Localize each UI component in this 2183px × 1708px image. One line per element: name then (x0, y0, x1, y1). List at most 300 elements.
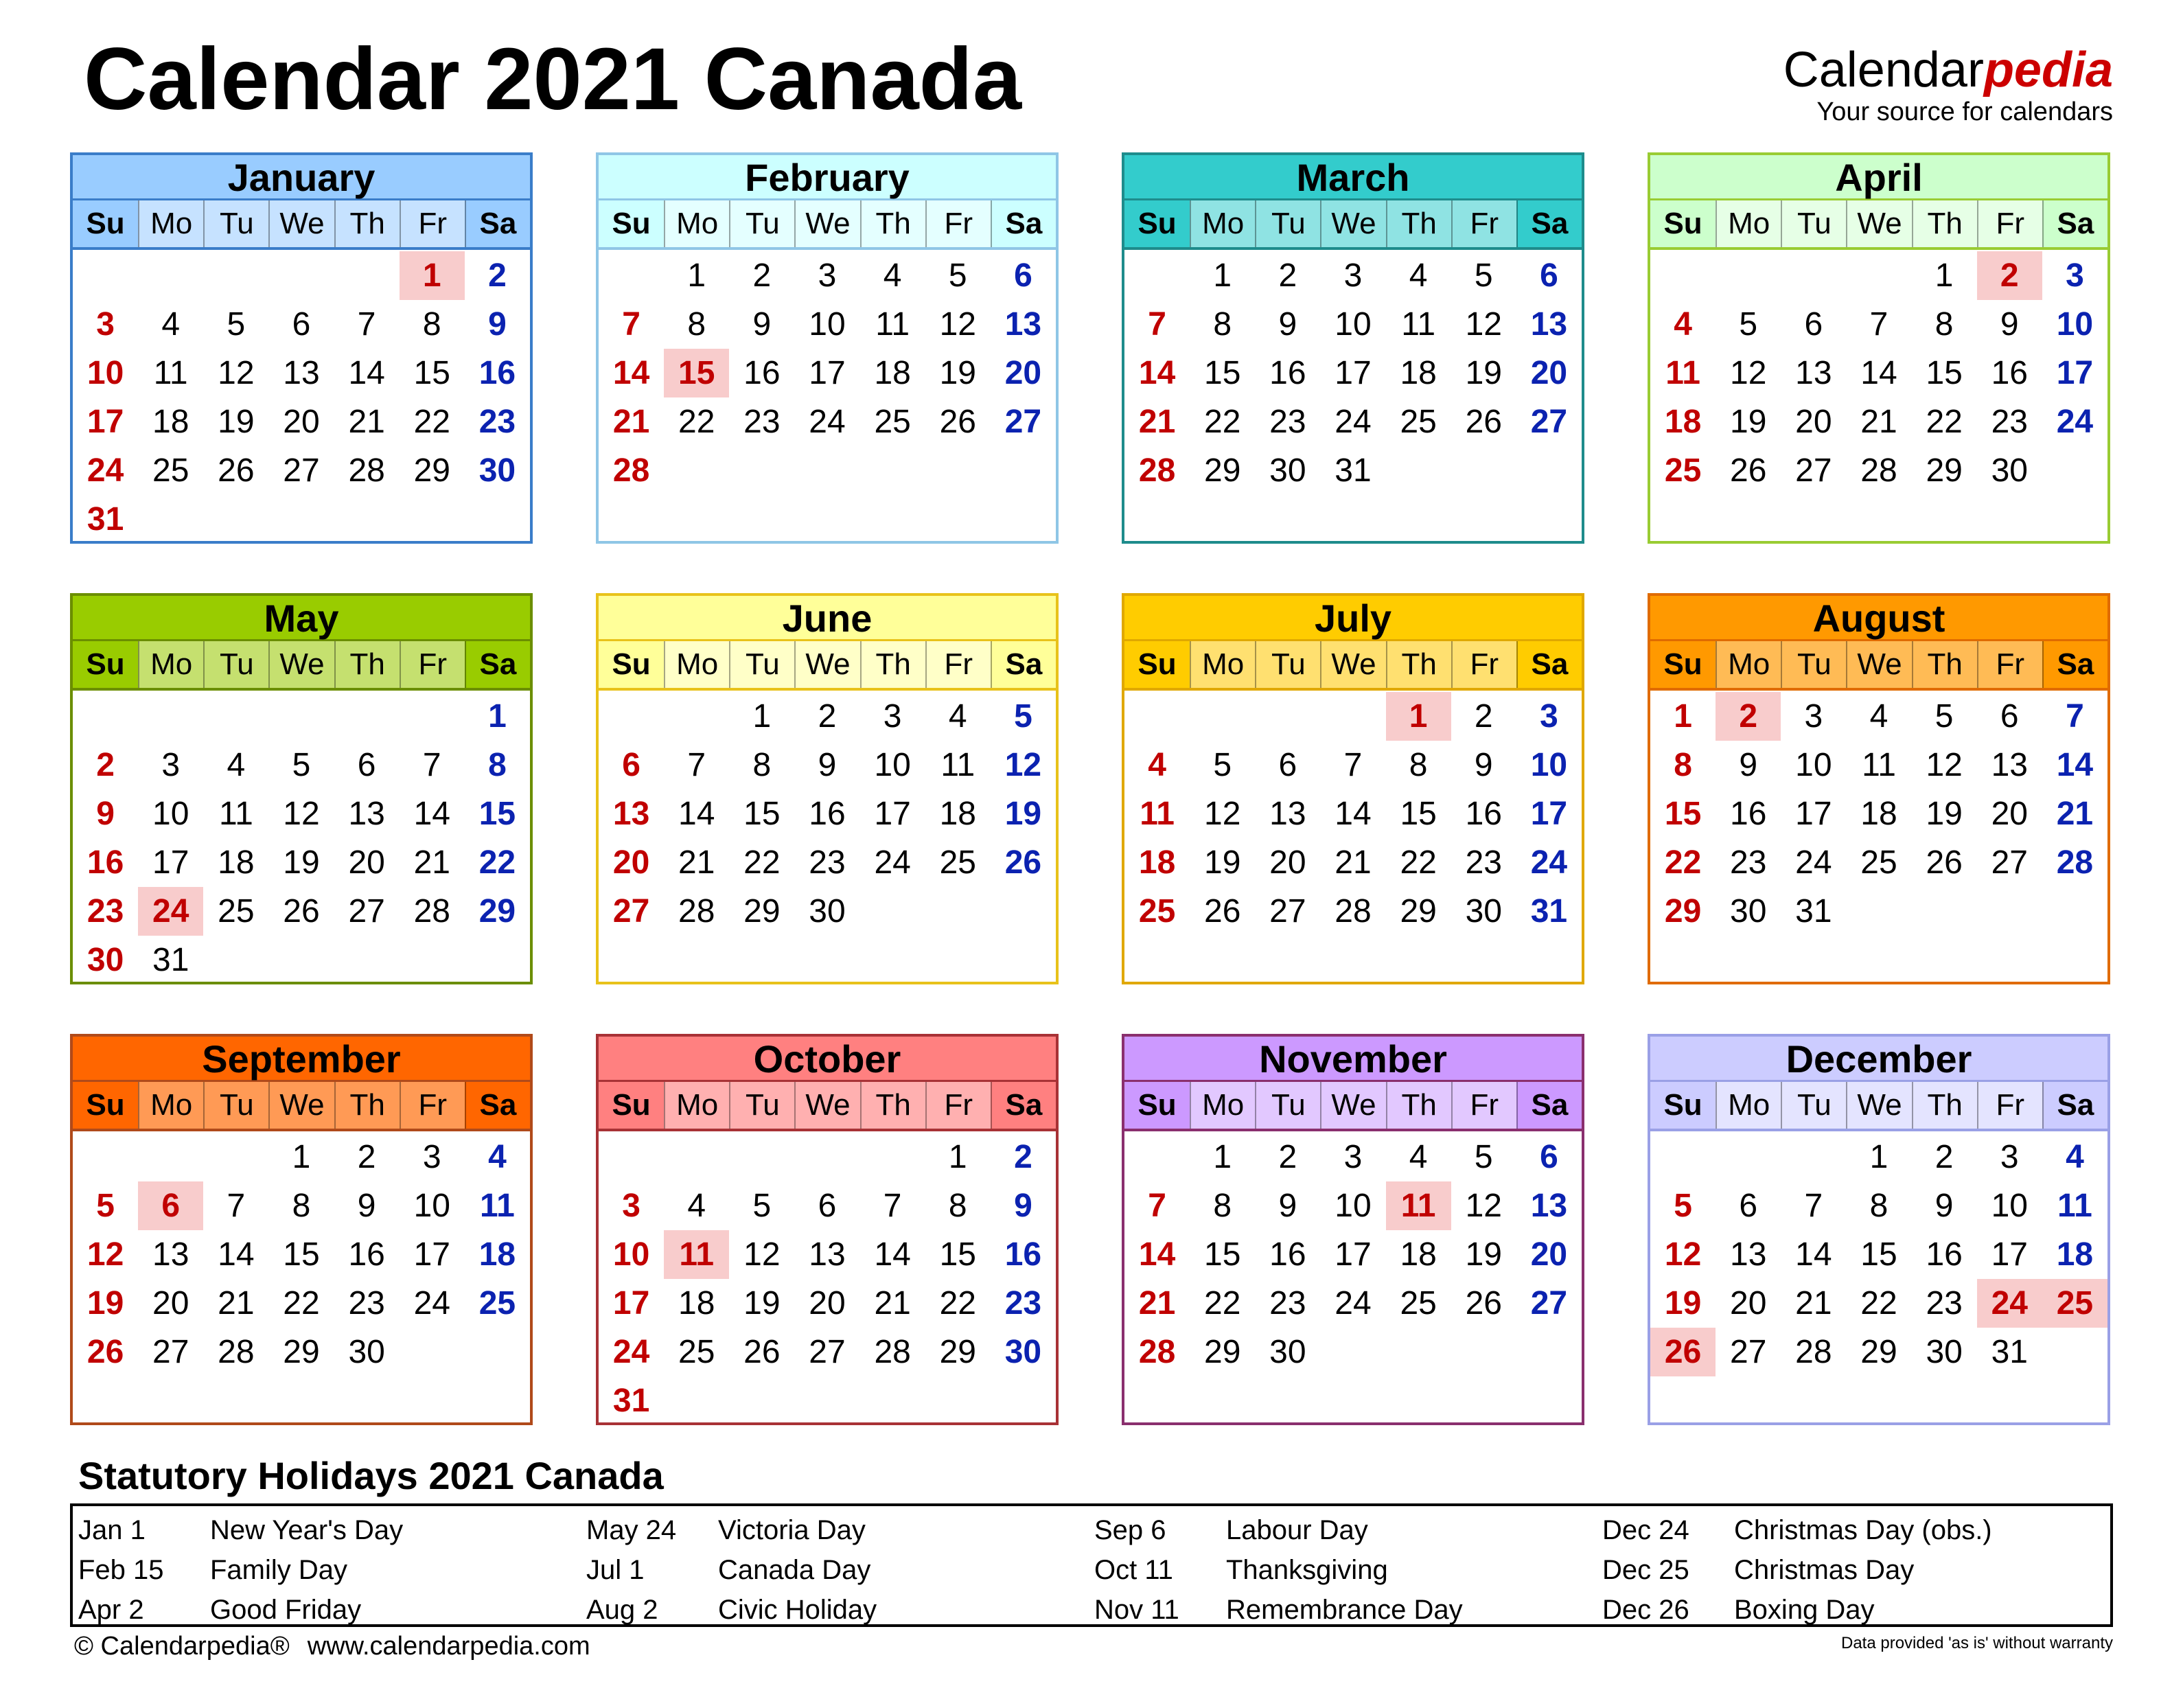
weekday-label: Su (599, 200, 664, 247)
holiday-date: Feb 15 (78, 1555, 164, 1585)
day-cell: 29 (1926, 452, 1963, 489)
day-cell: 5 (948, 257, 967, 294)
day-cell: 26 (743, 1334, 781, 1370)
empty-day-cell (1846, 251, 1911, 300)
day-cell: 3 (96, 306, 115, 343)
weekday-label: Sa (991, 641, 1056, 688)
day-cell: 3 (818, 257, 837, 294)
day-cell: 24 (612, 1334, 650, 1370)
day-cell: 29 (478, 893, 516, 930)
holiday-name: New Year's Day (210, 1515, 404, 1545)
holiday-day-cell: 1 (1386, 692, 1451, 741)
empty-day-cell (1716, 251, 1781, 300)
month-name: January (73, 155, 530, 200)
days-grid (73, 1131, 530, 1376)
day-cell: 4 (1869, 698, 1889, 735)
empty-day-cell (1650, 1133, 1716, 1181)
holiday-day-cell: 2 (1977, 251, 2042, 300)
day-cell: 2 (488, 257, 507, 294)
day-cell: 1 (1869, 1139, 1889, 1175)
weekday-label: We (1846, 641, 1911, 688)
holiday-day-cell: 11 (1386, 1181, 1451, 1230)
weekday-label: Fr (925, 1082, 991, 1129)
day-cell: 20 (348, 844, 385, 881)
day-cell: 2 (1278, 257, 1297, 294)
day-cell: 22 (413, 404, 450, 440)
holiday-date: Sep 6 (1094, 1515, 1166, 1545)
weekday-header-row (599, 1082, 1056, 1131)
logo-tagline: Your source for calendars (1816, 97, 2113, 126)
month-name: April (1650, 155, 2107, 200)
day-cell: 30 (1991, 452, 2028, 489)
day-cell: 26 (1204, 893, 1241, 930)
day-cell: 12 (743, 1236, 781, 1273)
weekday-label: Th (334, 1082, 400, 1129)
day-cell: 27 (1530, 1285, 1568, 1322)
day-cell: 4 (1148, 747, 1166, 783)
day-cell: 18 (2056, 1236, 2094, 1273)
day-cell: 28 (874, 1334, 911, 1370)
day-cell: 16 (1730, 796, 1767, 832)
day-cell: 26 (1465, 1285, 1502, 1322)
day-cell: 15 (1204, 355, 1241, 391)
day-cell: 2 (752, 257, 772, 294)
holiday-row (586, 1550, 1094, 1590)
empty-day-cell (203, 1133, 268, 1181)
day-cell: 7 (227, 1188, 246, 1224)
weekday-label: Su (73, 200, 138, 247)
weekday-label: Su (73, 1082, 138, 1129)
weekday-label: Mo (1190, 641, 1255, 688)
holiday-name: Thanksgiving (1226, 1555, 1388, 1585)
day-cell: 5 (1674, 1188, 1692, 1224)
day-cell: 9 (752, 306, 772, 343)
weekday-label: Th (860, 200, 925, 247)
day-cell: 14 (2056, 747, 2094, 783)
weekday-label: We (1320, 641, 1385, 688)
day-cell: 28 (678, 893, 715, 930)
day-cell: 8 (422, 306, 441, 343)
day-cell: 13 (1730, 1236, 1767, 1273)
weekday-label: Fr (1977, 1082, 2042, 1129)
month-may (70, 593, 533, 984)
day-cell: 21 (874, 1285, 911, 1322)
empty-day-cell (860, 1133, 925, 1181)
days-grid (1124, 1131, 1582, 1376)
day-cell: 25 (874, 404, 911, 440)
day-cell: 29 (1664, 893, 1702, 930)
day-cell: 29 (939, 1334, 976, 1370)
weekday-header-row (73, 1082, 530, 1131)
holidays-table (70, 1503, 2113, 1627)
month-december (1648, 1034, 2110, 1425)
holiday-name: Christmas Day (1734, 1555, 1915, 1585)
day-cell: 8 (488, 747, 507, 783)
holiday-column (1094, 1510, 1602, 1630)
empty-day-cell (1320, 692, 1385, 741)
holiday-date: Jul 1 (586, 1555, 645, 1585)
day-cell: 3 (161, 747, 181, 783)
weekday-label: Fr (925, 641, 991, 688)
day-cell: 18 (1860, 796, 1897, 832)
day-cell: 31 (152, 942, 189, 978)
day-cell: 22 (678, 404, 715, 440)
empty-day-cell (1124, 251, 1190, 300)
weekday-label: Th (1912, 641, 1977, 688)
day-cell: 21 (678, 844, 715, 881)
month-name: October (599, 1037, 1056, 1082)
weekday-label: Mo (664, 641, 729, 688)
weekday-label: We (794, 200, 859, 247)
day-cell: 27 (348, 893, 385, 930)
day-cell: 16 (348, 1236, 385, 1273)
weekday-header-row (1650, 1082, 2107, 1131)
day-cell: 9 (488, 306, 507, 343)
day-cell: 17 (1335, 1236, 1372, 1273)
month-april (1648, 152, 2110, 544)
day-cell: 10 (1335, 306, 1372, 343)
empty-day-cell (1716, 1133, 1781, 1181)
day-cell: 8 (1409, 747, 1428, 783)
day-cell: 15 (1926, 355, 1963, 391)
empty-day-cell (73, 692, 138, 741)
weekday-label: Mo (664, 1082, 729, 1129)
holiday-row (586, 1590, 1094, 1630)
empty-day-cell (138, 692, 203, 741)
day-cell: 17 (413, 1236, 450, 1273)
day-cell: 5 (1474, 257, 1493, 294)
day-cell: 16 (1269, 355, 1306, 391)
day-cell: 14 (1138, 355, 1176, 391)
holiday-row (1602, 1590, 2110, 1630)
weekday-label: Su (1650, 641, 1716, 688)
day-cell: 31 (1530, 893, 1568, 930)
day-cell: 11 (218, 796, 253, 832)
day-cell: 10 (1795, 747, 1832, 783)
weekday-label: Fr (400, 1082, 465, 1129)
day-cell: 9 (1739, 747, 1758, 783)
day-cell: 27 (283, 452, 320, 489)
day-cell: 19 (218, 404, 255, 440)
weekday-label: Sa (1516, 641, 1582, 688)
holiday-row (1094, 1590, 1602, 1630)
days-grid (73, 691, 530, 984)
day-cell: 12 (1926, 747, 1963, 783)
weekday-label: Mo (1716, 1082, 1781, 1129)
weekday-label: Tu (1781, 1082, 1846, 1129)
day-cell: 30 (1269, 452, 1306, 489)
day-cell: 17 (152, 844, 189, 881)
weekday-header-row (599, 200, 1056, 250)
weekday-label: Fr (1451, 1082, 1516, 1129)
weekday-label: We (794, 641, 859, 688)
weekday-label: Tu (203, 200, 268, 247)
day-cell: 18 (152, 404, 189, 440)
day-cell: 5 (752, 1188, 772, 1224)
month-name: May (73, 596, 530, 641)
day-cell: 8 (752, 747, 772, 783)
day-cell: 17 (1795, 796, 1832, 832)
holiday-row (78, 1510, 586, 1550)
holiday-day-cell: 2 (1716, 692, 1781, 741)
day-cell: 14 (413, 796, 450, 832)
day-cell: 12 (1664, 1236, 1702, 1273)
days-grid (73, 250, 530, 544)
weekday-label: Sa (991, 1082, 1056, 1129)
logo-brand-accent: pedia (1983, 43, 2113, 97)
empty-day-cell (138, 251, 203, 300)
day-cell: 22 (1204, 404, 1241, 440)
day-cell: 5 (227, 306, 246, 343)
day-cell: 19 (283, 844, 320, 881)
months-grid (70, 152, 2112, 1425)
holiday-day-cell: 6 (138, 1181, 203, 1230)
day-cell: 18 (874, 355, 911, 391)
weekday-label: Tu (203, 1082, 268, 1129)
day-cell: 16 (1991, 355, 2028, 391)
month-february (596, 152, 1059, 544)
day-cell: 10 (1335, 1188, 1372, 1224)
day-cell: 16 (478, 355, 516, 391)
holiday-name: Remembrance Day (1226, 1595, 1463, 1625)
day-cell: 28 (1138, 452, 1176, 489)
weekday-label: We (1846, 200, 1911, 247)
empty-day-cell (268, 692, 334, 741)
days-grid (599, 1131, 1056, 1425)
weekday-label: Th (1386, 641, 1451, 688)
day-cell: 21 (2056, 796, 2094, 832)
empty-day-cell (1190, 692, 1255, 741)
logo-wordmark (1783, 45, 2113, 95)
holiday-day-cell: 26 (1650, 1328, 1716, 1376)
day-cell: 15 (413, 355, 450, 391)
day-cell: 20 (809, 1285, 846, 1322)
day-cell: 3 (2066, 257, 2084, 294)
day-cell: 3 (1804, 698, 1823, 735)
page-title: Calendar 2021 Canada (84, 30, 1021, 128)
day-cell: 5 (1213, 747, 1232, 783)
day-cell: 11 (153, 355, 188, 391)
day-cell: 9 (2000, 306, 2019, 343)
day-cell: 3 (883, 698, 902, 735)
day-cell: 16 (809, 796, 846, 832)
day-cell: 25 (1400, 404, 1437, 440)
day-cell: 15 (478, 796, 516, 832)
weekday-header-row (1650, 641, 2107, 691)
holiday-name: Good Friday (210, 1595, 362, 1625)
day-cell: 13 (1530, 1188, 1568, 1224)
day-cell: 18 (218, 844, 255, 881)
day-cell: 19 (1465, 1236, 1502, 1273)
month-name: July (1124, 596, 1582, 641)
day-cell: 13 (1004, 306, 1042, 343)
holiday-day-cell: 24 (138, 887, 203, 936)
day-cell: 25 (1860, 844, 1897, 881)
weekday-label: Mo (664, 200, 729, 247)
day-cell: 26 (939, 404, 976, 440)
day-cell: 23 (743, 404, 781, 440)
day-cell: 11 (940, 747, 975, 783)
day-cell: 15 (1860, 1236, 1897, 1273)
month-name: September (73, 1037, 530, 1082)
day-cell: 27 (1730, 1334, 1767, 1370)
weekday-label: We (1846, 1082, 1911, 1129)
day-cell: 25 (1400, 1285, 1437, 1322)
day-cell: 26 (283, 893, 320, 930)
logo-brand-main: Calendar (1783, 43, 1984, 97)
day-cell: 18 (1138, 844, 1176, 881)
day-cell: 1 (1213, 1139, 1232, 1175)
day-cell: 20 (1730, 1285, 1767, 1322)
day-cell: 1 (488, 698, 507, 735)
weekday-label: Mo (1190, 1082, 1255, 1129)
day-cell: 19 (1204, 844, 1241, 881)
day-cell: 29 (1860, 1334, 1897, 1370)
holiday-day-cell: 1 (400, 251, 465, 300)
day-cell: 9 (1278, 306, 1297, 343)
empty-day-cell (73, 251, 138, 300)
weekday-header-row (1650, 200, 2107, 250)
holiday-column (78, 1510, 586, 1630)
day-cell: 15 (939, 1236, 976, 1273)
day-cell: 4 (488, 1139, 507, 1175)
day-cell: 15 (1204, 1236, 1241, 1273)
day-cell: 19 (1730, 404, 1767, 440)
day-cell: 18 (678, 1285, 715, 1322)
day-cell: 1 (1213, 257, 1232, 294)
empty-day-cell (268, 251, 334, 300)
day-cell: 30 (86, 942, 124, 978)
month-name: February (599, 155, 1056, 200)
day-cell: 22 (939, 1285, 976, 1322)
empty-day-cell (1124, 1133, 1190, 1181)
weekday-label: Su (1124, 200, 1190, 247)
weekday-header-row (599, 641, 1056, 691)
day-cell: 20 (1004, 355, 1042, 391)
day-cell: 25 (1664, 452, 1702, 489)
day-cell: 22 (283, 1285, 320, 1322)
day-cell: 26 (86, 1334, 124, 1370)
weekday-label: Th (1386, 200, 1451, 247)
month-name: June (599, 596, 1056, 641)
holiday-name: Boxing Day (1734, 1595, 1875, 1625)
day-cell: 17 (86, 404, 124, 440)
month-november (1122, 1034, 1584, 1425)
holiday-row (1602, 1510, 2110, 1550)
day-cell: 13 (348, 796, 385, 832)
weekday-label: Tu (1255, 200, 1320, 247)
month-october (596, 1034, 1059, 1425)
day-cell: 6 (818, 1188, 837, 1224)
day-cell: 9 (96, 796, 115, 832)
day-cell: 17 (1530, 796, 1568, 832)
days-grid (1124, 691, 1582, 936)
day-cell: 7 (1804, 1188, 1823, 1224)
day-cell: 19 (1004, 796, 1042, 832)
day-cell: 26 (1926, 844, 1963, 881)
weekday-label: Tu (1255, 641, 1320, 688)
day-cell: 22 (1860, 1285, 1897, 1322)
day-cell: 23 (478, 404, 516, 440)
day-cell: 1 (292, 1139, 311, 1175)
day-cell: 28 (2056, 844, 2094, 881)
day-cell: 24 (2056, 404, 2094, 440)
day-cell: 10 (413, 1188, 450, 1224)
weekday-label: Tu (729, 641, 794, 688)
day-cell: 12 (939, 306, 976, 343)
empty-day-cell (599, 251, 664, 300)
weekday-label: We (268, 641, 334, 688)
day-cell: 5 (292, 747, 311, 783)
day-cell: 8 (1934, 306, 1954, 343)
day-cell: 24 (874, 844, 911, 881)
day-cell: 26 (1004, 844, 1042, 881)
empty-day-cell (664, 1133, 729, 1181)
day-cell: 8 (948, 1188, 967, 1224)
day-cell: 12 (1465, 1188, 1502, 1224)
weekday-label: Th (1912, 1082, 1977, 1129)
day-cell: 21 (1335, 844, 1372, 881)
day-cell: 14 (1335, 796, 1372, 832)
day-cell: 12 (283, 796, 320, 832)
empty-day-cell (794, 1133, 859, 1181)
weekday-label: Sa (1516, 1082, 1582, 1129)
day-cell: 18 (939, 796, 976, 832)
weekday-label: Sa (2042, 200, 2107, 247)
day-cell: 27 (809, 1334, 846, 1370)
day-cell: 2 (96, 747, 115, 783)
day-cell: 6 (622, 747, 640, 783)
day-cell: 18 (1664, 404, 1702, 440)
holiday-name: Victoria Day (718, 1515, 866, 1545)
footer-url-link[interactable]: www.calendarpedia.com (307, 1632, 590, 1661)
day-cell: 31 (1991, 1334, 2028, 1370)
day-cell: 31 (612, 1383, 650, 1419)
weekday-label: Sa (991, 200, 1056, 247)
empty-day-cell (599, 1133, 664, 1181)
weekday-label: Th (334, 200, 400, 247)
empty-day-cell (1255, 692, 1320, 741)
weekday-label: Fr (400, 641, 465, 688)
day-cell: 21 (413, 844, 450, 881)
day-cell: 21 (1138, 1285, 1176, 1322)
calendarpedia-logo[interactable] (1783, 45, 2113, 128)
empty-day-cell (334, 692, 400, 741)
weekday-label: Tu (1781, 200, 1846, 247)
weekday-label: Tu (203, 641, 268, 688)
day-cell: 22 (1664, 844, 1702, 881)
day-cell: 30 (809, 893, 846, 930)
holiday-date: Dec 26 (1602, 1595, 1689, 1625)
day-cell: 10 (809, 306, 846, 343)
month-september (70, 1034, 533, 1425)
day-cell: 13 (1530, 306, 1568, 343)
weekday-label: Su (1124, 1082, 1190, 1129)
day-cell: 23 (348, 1285, 385, 1322)
month-january (70, 152, 533, 544)
holidays-title: Statutory Holidays 2021 Canada (78, 1454, 664, 1497)
day-cell: 5 (1739, 306, 1758, 343)
day-cell: 21 (1860, 404, 1897, 440)
day-cell: 23 (1269, 1285, 1306, 1322)
day-cell: 5 (1474, 1139, 1493, 1175)
holiday-date: Nov 11 (1094, 1595, 1179, 1625)
day-cell: 13 (809, 1236, 846, 1273)
day-cell: 25 (218, 893, 255, 930)
day-cell: 18 (1400, 1236, 1437, 1273)
day-cell: 18 (1400, 355, 1437, 391)
day-cell: 4 (883, 257, 902, 294)
